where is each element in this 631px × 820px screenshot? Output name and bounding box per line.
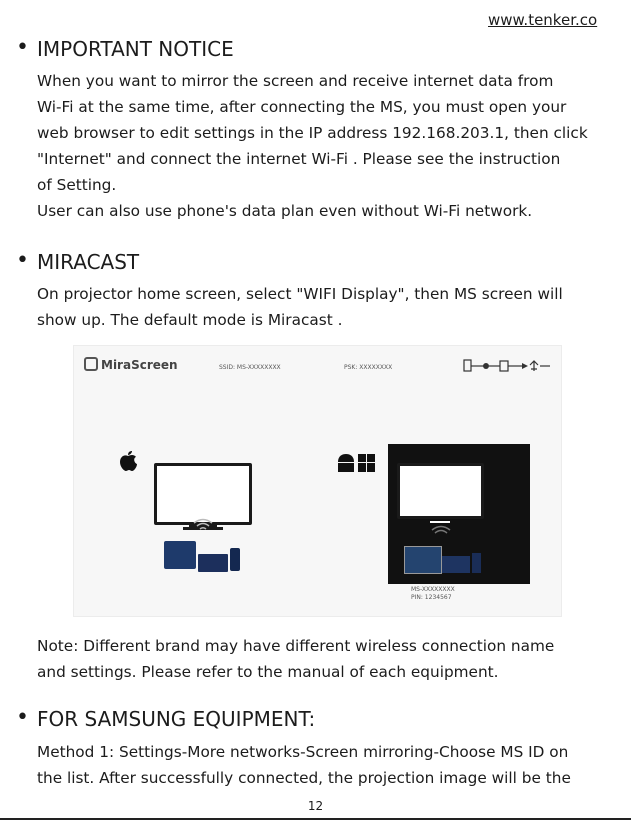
text-line: web browser to edit settings in the IP address 192.168.203.1, then click [37,124,588,142]
page-number: 12 [307,799,324,813]
heading-miracast: MIRACAST [37,250,140,274]
bullet-samsung: • [16,705,29,730]
text-line: show up. The default mode is Miracast . [37,311,343,329]
text-line: "Internet" and connect the internet Wi-Fi . Please see the instruction [37,150,561,168]
monitor-stand [430,521,450,523]
mirascreen-logo-icon [84,357,98,371]
windows-android-icon [336,452,378,474]
website-link[interactable]: www.tenker.co [488,11,598,29]
note-paragraph [37,633,617,685]
bullet-miracast: • [16,248,29,273]
pin-label: PIN: 1234567 [411,594,452,601]
text-line: Wi-Fi at the same time, after connecting the MS, you must open your [37,98,567,116]
text-line: of Setting. [37,176,117,194]
mirascreen-figure [73,345,562,617]
text-line: On projector home screen, select "WIFI Display", then MS screen will [37,285,563,303]
wifi-icon [429,524,453,540]
text-line: Method 1: Settings-More networks-Screen mirroring-Choose MS ID on [37,743,569,761]
samsung-paragraph [37,739,617,791]
laptop-icon [404,546,442,574]
apple-icon [118,450,138,472]
display-monitor-right [397,463,484,519]
ssid-label: SSID: MS-XXXXXXXX [219,364,281,371]
heading-important-notice: IMPORTANT NOTICE [37,37,234,61]
tablet-icon [198,554,228,572]
connection-icons [462,358,554,374]
text-line: and settings. Please refer to the manual of each equipment. [37,663,499,681]
mirascreen-logo: MiraScreen [84,357,178,372]
heading-samsung-equipment: FOR SAMSUNG EQUIPMENT: [37,707,316,731]
phone-icon [472,553,481,573]
text-line: the list. After successfully connected, the projection image will be the [37,769,571,787]
phone-icon [230,548,240,571]
display-monitor-left [154,463,252,525]
text-line: User can also use phone's data plan even without Wi-Fi network. [37,202,533,220]
bullet-important: • [16,35,29,60]
text-line: Note: Different brand may have different wireless connection name [37,637,555,655]
important-notice-paragraph [37,68,617,224]
laptop-icon [164,541,196,569]
ms-id-label: MS-XXXXXXXX [411,586,455,593]
miracast-paragraph [37,281,617,333]
wifi-icon [191,517,215,533]
tablet-icon [442,556,470,573]
psk-label: PSK: XXXXXXXX [344,364,393,371]
text-line: When you want to mirror the screen and receive internet data from [37,72,554,90]
